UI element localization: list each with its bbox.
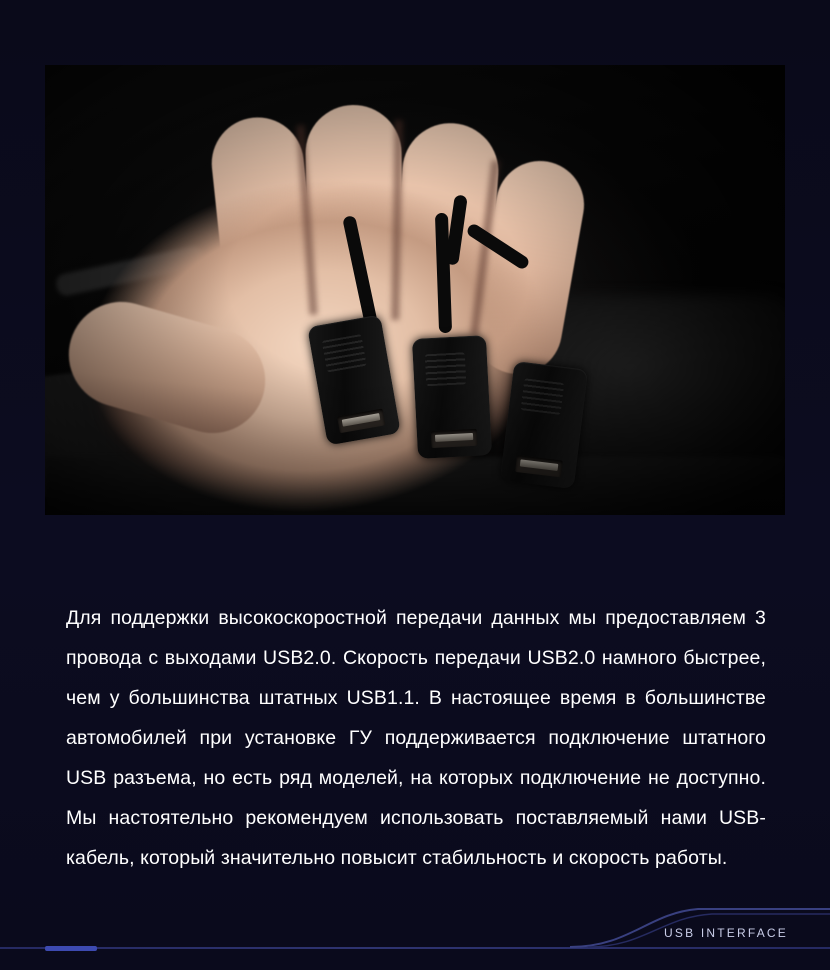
photo-background — [45, 65, 785, 515]
footer — [0, 898, 830, 970]
connector-ridges — [425, 352, 467, 386]
usb-port-opening — [431, 429, 478, 448]
usb-connector-icon — [500, 361, 588, 489]
connector-ridges — [521, 378, 565, 415]
usb-port-opening — [337, 409, 385, 434]
footer-accent-bar — [45, 946, 97, 951]
connector-ridges — [322, 334, 367, 372]
description-paragraph: Для поддержки высокоскоростной передачи данных мы предоставляем 3 провода с выходами USB2.0. Скорость передачи USB2.0 намного быстрее, чем у большинства штатных USB1.1. В настоящее время в большинстве автомобилей при установке ГУ поддерживается подключение штатного USB разъема, но есть ряд моделей, на которых подключение не доступно. Мы настоятельно рекомендуем использовать поставляемый нами USB-кабель, который значительно повысит стабильность и скорость работы. — [66, 606, 766, 869]
usb-connector-icon — [412, 335, 492, 459]
footer-label: USB INTERFACE — [664, 926, 788, 940]
usb-port-opening — [515, 455, 563, 477]
usb-cable-photo — [45, 65, 785, 515]
